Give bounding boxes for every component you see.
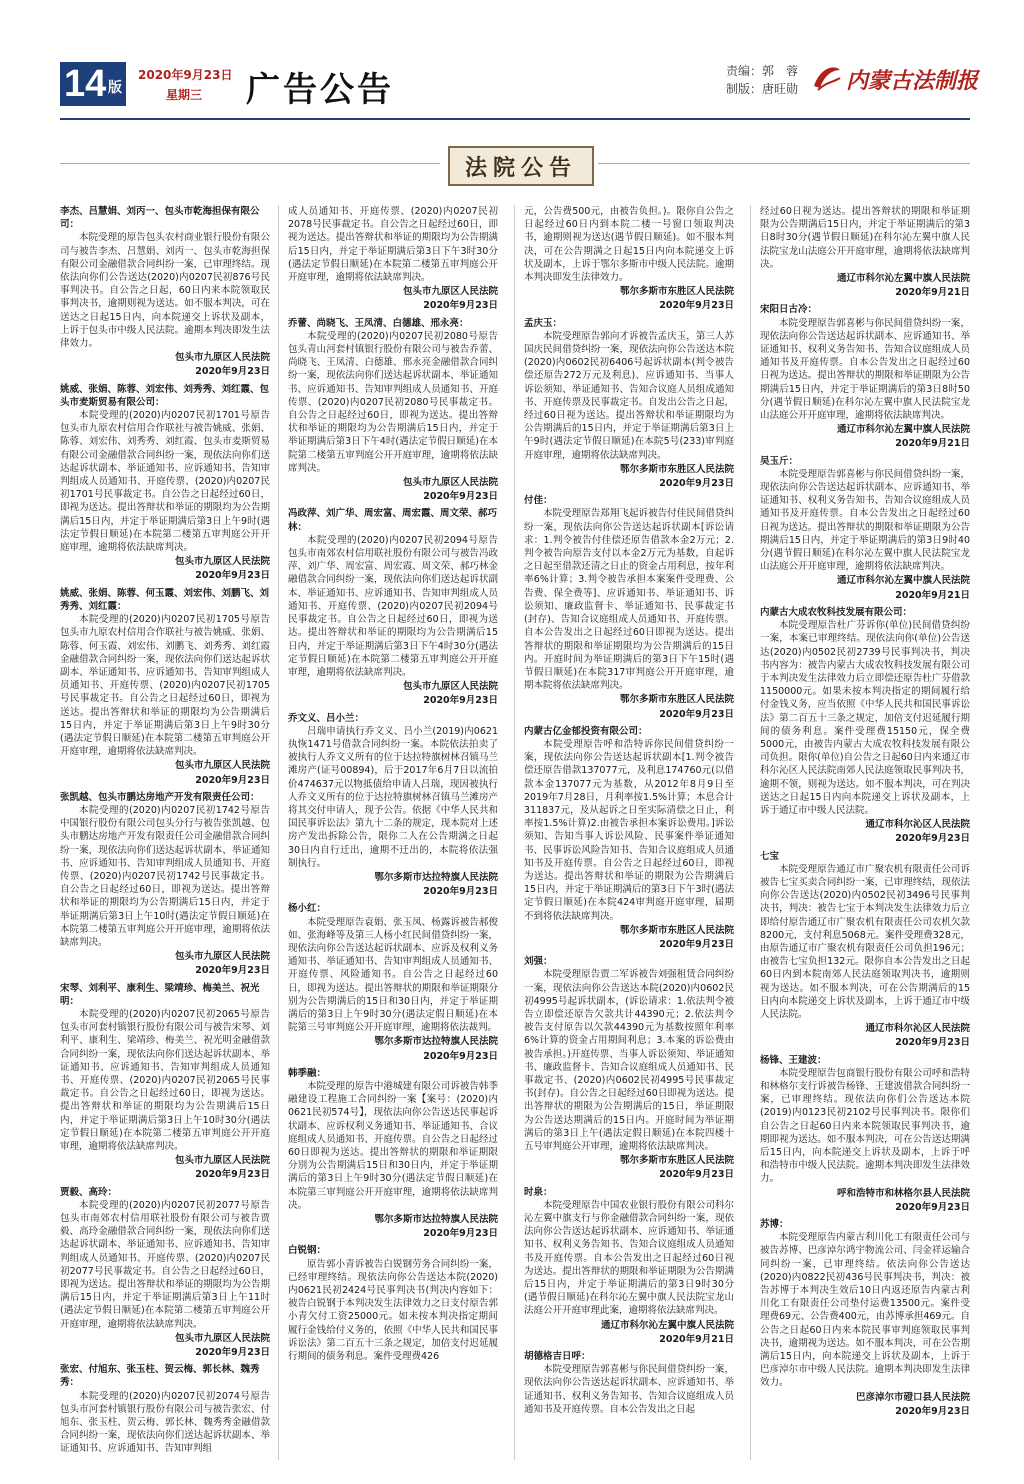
notice-body: 本院受理的(2020)内0207民初1742号原告中国银行股份有限公司包头分行与被告张凯越、包头市鹏达房地产开发有限责任公司金融借款合同纠纷一案，现依法向你们送达起诉状副本、举证通知书、应诉通知书、告知审判组成人员通知书、开庭传票、(2020)内0207民初1742号民事裁定书。自公告之日起经过60日，即视为送达。提出答辩状和举证的期限均为公告期满后15日内，并定于举证期满后第3日上午10时(遇法定节假日顺延)在本院第二楼第五审判庭公开开庭审理，逾期将依法缺席判决。 (60, 804, 270, 948)
notice-court-signature: 鄂尔多斯市达拉特旗人民法院 (374, 1214, 498, 1226)
court-notice (760, 606, 970, 846)
notice-body: 本院受理的(2020)内0207民初2065号原告包头市河套村镇银行股份有限公司与被告宋琴、刘利平、康利生、梁靖珍、梅美兰、祝光明金融借款合同纠纷一案，现依法向你们送达起诉状副本、举证通知书、应诉通知书、告知审判组成人员通知书、开庭传票、(2020)内0207民初2065号民事裁定书。自公告之日起经过60日，即视为送达。提出答辩状和举证的期限均为公告期满后15日内，并定于举证期满后第3日上午10时30分(遇法定节假日顺延)在本院第二楼第五审判庭公开开庭审理，逾期将依法缺席判决。 (60, 1008, 270, 1153)
section-title: 广告公告 (246, 70, 394, 110)
notice-court-signature: 呼和浩特市和林格尔县人民法院 (836, 1187, 970, 1199)
page-header (60, 58, 979, 110)
notice-addressee: 刘强： (524, 956, 553, 968)
notice-date: 2020年9月23日 (659, 300, 734, 312)
notice-date: 2020年9月23日 (659, 938, 734, 950)
court-notice (60, 1186, 270, 1360)
notice-body: 本院受理原告呼和浩特诉你民间借贷纠纷一案，现依法向你公告送达起诉状副本[1.判令被告偿还原告借款137077元，及利息174760元(以借款本金137077元为基数，从2012年8月9日至2019年7月28日，月利率按1.5%计算；本息合计311837元，及从起诉之日至实际清偿之日止，利率按1.5%计算)2.由被告承担本案诉讼费用。]诉讼须知、告知当事人诉讼风险、民事案件举证通知书、民事诉讼风险告知书、告知合议庭组成人员通知书及开庭传票。自公告之日起经过60日，即视为送达。提出答辩状和举证的期限为公告期满后15日内，并定于举证期满后的第3日下午3时(遇法定节假日顺延)在本院424审判庭开庭审理，届期不到将依法缺席判决。 (524, 738, 734, 922)
notice-court-signature: 包头市九原区人民法院 (402, 477, 498, 489)
logo-emblem-icon (810, 60, 844, 94)
editor-name: 责编：郭 蓉 (726, 64, 799, 78)
notice-addressee: 乔蕾、尚晓飞、王凤清、白德雄、邢永亮： (288, 317, 469, 329)
notice-court-signature: 包头市九原区人民法院 (402, 286, 498, 298)
notice-court-signature: 通辽市科尔沁区人民法院 (865, 819, 970, 831)
banner-title: 法院公告 (464, 154, 577, 181)
notice-court-signature: 包头市九原区人民法院 (174, 1332, 270, 1344)
notice-addressee: 杨锋、王建波： (760, 1054, 827, 1066)
logo-text: 内蒙古法制报 (846, 68, 979, 94)
notice-addressee: 杨小红： (288, 903, 327, 915)
notice-column-1 (60, 205, 270, 1464)
notice-date: 2020年9月23日 (423, 300, 498, 312)
notice-body: 本院受理原告郭喜彬与你民间借贷纠纷一案，现依法向你公告送达起诉状副本、应诉通知书、举证通知书、权利义务告知书、告知合议庭组成人员通知书及开庭传票。自本公告发出之日起经过60日视为送达。提出答辩状的期限和举证期限为公告期满后15日内，并定于举证期满后的第3日8时50分(遇节假日顺延)在科尔沁左翼中旗人民法院宝龙山法庭公开开庭审理，逾期将依法缺席判决。 (760, 317, 970, 422)
column-divider (514, 205, 515, 1460)
notice-body: 本院受理原告郭喜彬与你民间借贷纠纷一案，现依法向你公告送达起诉状副本、应诉通知书、举证通知书、权利义务告知书、告知合议庭组成人员通知书及开庭传票。自本公告发出之日起经过60日视为送达。提出答辩状的期限和举证期限为公告期满后15日内，并定于举证期满后的第3日9时40分(遇节假日顺延)在科尔沁左翼中旗人民法院宝龙山法庭公开开庭审理，逾期将依法缺席判决。 (760, 468, 970, 573)
notice-body: 本院受理的(2020)内0207民初1701号原告包头市九原农村信用合作联社与被告姚威、张娟、陈蓉、刘宏伟、刘秀秀、刘红霞、包头市麦斯贸易有限公司金融借款合同纠纷一案，现依法向你们送达起诉状副本、举证通知书、应诉通知书、告知审判组成人员通知书、开庭传票、(2020)内0207民初1701号民事裁定书。自公告之日起经过60日，即视为送达。提出答辩状和举证的期限均为公告期满后15日内，并定于举证期满后第3日上午9时(遇法定节假日顺延)在本院第二楼第五审判庭公开开庭审理，逾期将依法缺席判决。 (60, 410, 270, 554)
notice-date: 2020年9月21日 (895, 589, 970, 601)
court-notice (524, 317, 734, 491)
notice-date: 2020年9月23日 (195, 570, 270, 582)
notice-date: 2020年9月21日 (659, 1333, 734, 1345)
court-notice (524, 955, 734, 1181)
court-notice (524, 1186, 734, 1346)
issue-date: 2020年9月23日 (138, 68, 233, 82)
notice-body: 原告郭小青诉被告白锐钢劳务合同纠纷一案，已经审理终结。现依法向你公告送达本院(2020)内0621民初2424号民事判决书(判决内容如下：被告白锐钢于本判决发生法律效力之日支付原告郭小青欠付工资25000元。如未按本判决指定期间履行金钱给付义务的，依照《中华人民共和国民事诉讼法》第二百五十三条之规定，加倍支付迟延履行期间的债务利息。案件受理费426 (288, 1258, 498, 1363)
notice-date: 2020年9月23日 (195, 1347, 270, 1359)
notice-date: 2020年9月23日 (659, 1169, 734, 1181)
notice-court-signature: 通辽市科尔沁左翼中旗人民法院 (836, 424, 970, 436)
notice-court-signature: 包头市九原区人民法院 (402, 681, 498, 693)
notice-body: 本院受理的(2020)内0207民初1705号原告包头市九原农村信用合作联社与被告姚威、张娟、陈蓉、何玉霞、刘宏伟、刘鹏飞、刘秀秀、刘红霞金融借款合同纠纷一案，现依法向你们送达起诉状副本、举证通知书、应诉通知书、告知审判组成人员通知书、开庭传票、(2020)内0207民初1705号民事裁定书。自公告之日起经过60日，即视为送达。提出答辩状和举证的期限均为公告期满后15日内，并定于举证期满后第3日上午9时30分(遇法定节假日顺延)在本院第二楼第五审判庭公开开庭审理，逾期将依法缺席判决。 (60, 614, 270, 758)
notice-court-signature: 鄂尔多斯市达拉特旗人民法院 (374, 1036, 498, 1048)
notice-addressee: 白锐钢： (288, 1245, 327, 1257)
notice-court-signature: 鄂尔多斯市东胜区人民法院 (619, 694, 734, 706)
notice-addressee: 韩季融： (288, 1067, 327, 1079)
notice-body: 本院受理原告袁娟、张玉凤、杨露诉被告郝俊如、张海峰等及第三人杨小红民间借贷纠纷一案，现依法向你公告送达起诉状副本、应诉及权利义务通知书、举证通知书、告知审判组成人员通知书、开庭传票、风险通知书。自公告之日起经过60日，即视为送达。提出答辩状的期限和举证期限分别为公告期满后的15日和30日内，并定于举证期满后的第3日上午9时30分(遇法定假日顺延)在本院第三号审判庭公开开庭审理，逾期将依法裁判。 (288, 916, 498, 1034)
notice-court-signature: 通辽市科尔沁左翼中旗人民法院 (836, 273, 970, 285)
notice-court-signature: 鄂尔多斯市东胜区人民法院 (619, 1155, 734, 1167)
notice-column-4 (760, 205, 970, 1464)
notice-addressee: 李杰、吕慧娟、刘丙一、包头市乾海担保有限公司： (60, 206, 260, 231)
court-notice (288, 317, 498, 504)
notice-addressee: 付佳： (524, 495, 553, 507)
court-notice (60, 791, 270, 978)
notice-body: 吕瑞申请执行乔文义、吕小兰(2019)内0621执恢1471号借款合同纠纷一案。本院依法拍卖了被执行人乔文义所有的位于达拉特旗树林召镇马兰滩房产(证号00894)，后于2017年6月7日以流拍价474637元以物抵债给申请人吕瑞，现因被执行人乔文义所有的位于达拉特旗树林召镇马兰滩房产将其交付申请人，现予公告。依据《中华人民共和国民事诉讼法》第九十二条的规定，现本院对上述房产发出拆除公告，限你二人在公告期满之日起30日内自行迁出，逾期不迁出的，本院将依法强制执行。 (288, 725, 498, 869)
notice-addressee: 苏博： (760, 1219, 789, 1231)
notice-addressee: 张凯越、包头市鹏达房地产开发有限责任公司： (60, 791, 260, 803)
notice-court-signature: 包头市九原区人民法院 (174, 951, 270, 963)
court-notice (760, 850, 970, 1050)
notice-body: 本院受理的(2020)内0207民初2080号原告包头青山河套村镇银行股份有限公司与被告乔蕾、尚晓飞、王凤清、白德雄、邢永亮金融借款合同纠纷一案，现依法向你们送达起诉状副本、举证通知书、应诉通知书、告知审判组成人员通知书、开庭传票、(2020)内0207民初2080号民事裁定书。自公告之日起经过60日，即视为送达。提出答辩状和举证的期限均为公告期满后15日内，并定于举证期满后第3日下午4时(遇法定节假日顺延)在本院第二楼第五审判庭公开开庭审理，逾期将依法缺席判决。 (288, 330, 498, 474)
notice-court-signature: 鄂尔多斯市东胜区人民法院 (619, 463, 734, 475)
notice-body: 经过60日视为送达。提出答辩状的期限和举证期限为公告期满后15日内，并定于举证期满后的第3日8时30分(遇节假日顺延)在科尔沁左翼中旗人民法院宝龙山法庭公开开庭审理，逾期将依法缺席判决。 (760, 206, 970, 270)
notice-date: 2020年9月21日 (895, 438, 970, 450)
court-notice (760, 1218, 970, 1418)
notice-date: 2020年9月23日 (423, 1050, 498, 1062)
notice-court-signature: 包头市九原区人民法院 (174, 1155, 270, 1167)
notice-court-signature: 包头市九原区人民法院 (174, 352, 270, 364)
notice-body: 本院受理原告通辽市广聚农机有限责任公司诉被告七宝买卖合同纠纷一案，已审理终结，现依法向你公告送达(2020)内0502民初3496号民事判决书，判决：被告七宝于本判决发生法律效力后立即给付原告通辽市广聚农机有限责任公司农机欠款8200元，支付利息5068元。案件受理费328元，由原告通辽市广聚农机有限责任公司负担196元；由被告七宝负担132元。限你自本公告发出之日起60日内到本院南郊人民法庭领取判决书，逾期则视为送达。如不服本判决，可在公告期满后的15日内向本院递交上诉状及副本，上诉于通辽市中级人民法院。 (760, 863, 970, 1020)
header-rule (60, 118, 970, 120)
notice-date: 2020年9月23日 (195, 1169, 270, 1181)
notice-body: 元，公告费500元，由被告负担。)。限你自公告之日起经过60日内到本院二楼一号窗口领取判决书，逾期则视为送达(遇节假日顺延)。如不服本判决，可在公告期满之日起15日内向本院递交上诉状及副本，上诉于鄂尔多斯市中级人民法院。逾期本判决即发生法律效力。 (524, 206, 734, 284)
notice-addressee: 冯政萍、刘广华、周宏富、周宏霞、周文荣、郝巧林： (288, 508, 498, 533)
notice-court-signature: 通辽市科尔沁区人民法院 (865, 1023, 970, 1035)
notice-court-signature: 鄂尔多斯市达拉特旗人民法院 (374, 871, 498, 883)
notice-body: 成人员通知书、开庭传票、(2020)内0207民初2078号民事裁定书。自公告之日起经过60日，即视为送达。提出答辩状和举证的期限均为公告期满后15日内，并定于举证期满后第3日下午3时30分(遇法定节假日顺延)在本院第二楼第五审判庭公开开庭审理，逾期将依法缺席判决。 (288, 206, 498, 284)
issue-weekday: 星期三 (166, 88, 203, 102)
court-notice (524, 494, 734, 720)
notice-addressee: 七宝 (760, 850, 780, 862)
notice-date: 2020年9月23日 (195, 965, 270, 977)
notice-addressee: 乔文义、吕小兰： (288, 712, 365, 724)
court-notice (760, 455, 970, 602)
notice-column-2 (288, 205, 498, 1464)
notice-date: 2020年9月23日 (423, 1228, 498, 1240)
notice-addressee: 宋琴、刘利平、康利生、梁靖珍、梅美兰、祝光明： (60, 982, 260, 1007)
banner-line-right (598, 163, 970, 164)
court-notice (288, 205, 498, 313)
notice-date: 2020年9月23日 (659, 708, 734, 720)
notice-body: 本院受理原告杜广芬诉你(单位)民间借贷纠纷一案，本案已审理终结。现依法向你(单位)公告送达(2020)内0502民初2739号民事判决书，判决书内容为：被告内蒙古大成农牧科技发展有限公司于本判决发生法律效力后立即偿还原告杜广芬借款1150000元。如果未按本判决指定的期间履行给付金钱义务，应当依照《中华人民共和国民事诉讼法》第二百五十三条之规定，加倍支付迟延履行期间的债务利息。案件受理费15150元，保全费5000元，由被告内蒙古大成农牧科技发展有限公司负担。限你(单位)自公告之日起60日内来通辽市科尔沁区人民法院南郊人民法庭领取民事判决书，逾期不领，则视为送达。如不服本判决，可在判决送达之日起15日内向本院递交上诉状及副本，上诉于通辽市中级人民法院。 (760, 620, 970, 816)
notice-addressee: 孟庆玉： (524, 317, 563, 329)
notice-date: 2020年9月23日 (895, 1201, 970, 1213)
notice-body: 本院受理原告郑翔飞起诉被告付佳民间借贷纠纷一案，现依法向你公告送达起诉状副本[诉讼请求：1.判令被告付佳偿还原告借款本金2万元；2.判令被告向原告支付以本金2万元为基数，自起诉之日起至借款还清之日止的资金占用利息，按年利率6%计算；3.判令被告承担本案案件受理费、公告费、保全费等]、应诉通知书、举证通知书、诉讼须知、廉政监督卡、举证通知书、民事裁定书(封存)、告知合议庭组成人员通知书、开庭传票。自本公告发出之日起经过60日即视为送达。提出答辩状的期限和举证期限均为公告期满后的15日内。开庭时间为举证期满后的第3日下午15时(遇节假日顺延)在本院317审判庭公开开庭审理，逾期本院将依法缺席判决。 (524, 508, 734, 692)
page-number-box (60, 62, 126, 106)
notice-date: 2020年9月23日 (895, 1405, 970, 1417)
court-notice-banner (448, 146, 594, 186)
court-notice (524, 725, 734, 951)
notice-column-3 (524, 205, 734, 1464)
notice-date: 2020年9月23日 (895, 833, 970, 845)
notice-addressee: 内蒙古大成农牧科技发展有限公司： (760, 606, 913, 618)
notice-addressee: 内蒙古亿金郁投资有限公司： (524, 725, 648, 737)
court-notice (60, 982, 270, 1182)
notice-date: 2020年9月23日 (195, 774, 270, 786)
notice-body: 本院受理原告贾二军诉被告刘强租赁合同纠纷一案，现依法向你公告送达本院(2020)内0602民初4995号起诉状副本，(诉讼请求：1.依法判令被告立即偿还原告欠款共计44390元；2.依法判令被告支付原告以欠款44390元为基数按照年利率6%计算的资金占用期间利息；3.本案的诉讼费由被告承担。)开庭传票、当事人诉讼须知、举证通知书、廉政监督卡、告知合议庭组成人员通知书、民事裁定书、(2020)内0602民初4995号民事裁定书(封存)。自公告之日起经过60日即视为送达。提出答辩状的期限为公告期满后的15日，举证期限为公告送达期满后的15日内。开庭时间为举证期满后的第3日上午(遇法定假日顺延)在本院四楼十五号审判庭公开审理，逾期将依法缺席判决。 (524, 969, 734, 1153)
notice-addressee: 宋阳日古冷： (760, 304, 818, 316)
notice-date: 2020年9月23日 (423, 491, 498, 503)
notice-body: 本院受理的(2020)内0207民初2074号原告包头市河套村镇银行股份有限公司与被告张宏、付旭东、张玉柱、贺云梅、郭长林、魏秀秀金融借款合同纠纷一案，现依法向你们送达起诉状副本、举证通知书、应诉通知书、告知审判组 (60, 1390, 270, 1455)
column-divider (278, 205, 279, 1460)
court-notice (760, 205, 970, 299)
banner-line-left (60, 163, 440, 164)
court-notice (288, 1244, 498, 1363)
notice-court-signature: 通辽市科尔沁左翼中旗人民法院 (600, 1319, 734, 1331)
court-notice (760, 303, 970, 450)
notice-date: 2020年9月23日 (423, 886, 498, 898)
notice-date: 2020年9月23日 (659, 478, 734, 490)
notice-body: 本院受理原告中国农业银行股份有限公司科尔沁左翼中旗支行与你金融借款合同纠纷一案，现依法向你公告送达起诉状副本、应诉通知书、举证通知书、权利义务告知书、告知合议庭组成人员通知书及开庭传票。自本公告发出之日起经过60日视为送达。提出答辩状的期限和举证期限为公告期满后15日内，并定于举证期满后的第3日9时30分(遇节假日顺延)在科尔沁左翼中旗人民法院宝龙山法庭公开开庭审理此案，逾期将依法缺席判决。 (524, 1199, 734, 1317)
notice-court-signature: 包头市九原区人民法院 (174, 760, 270, 772)
notice-body: 本院受理原告包商银行股份有限公司呼和浩特和林格尔支行诉被告杨锋、王建波借款合同纠纷一案，已审理终结。现依法向你们公告送达本院(2019)内0123民初2102号民事判决书。限你们自公告之日起60日内来本院领取民事判决书，逾期即视为送达。如不服本判决，可在公告送达期满后15日内，向本院递交上诉状及副本，上诉于呼和浩特市中级人民法院。逾期本判决即发生法律效力。 (760, 1067, 970, 1185)
notice-addressee: 吴玉斤： (760, 455, 799, 467)
notice-date: 2020年9月23日 (423, 695, 498, 707)
court-notice (288, 902, 498, 1062)
notice-date: 2020年9月23日 (195, 366, 270, 378)
notice-addressee: 贾毅、高玲： (60, 1186, 118, 1198)
court-notice (288, 712, 498, 899)
notice-body: 本院受理的(2020)内0207民初2077号原告包头市南郊农村信用联社股份有限公司与被告贾毅、高玲金融借款合同纠纷一案，现依法向你们送达起诉状副本、举证通知书、应诉通知书、告知审判组成人员通知书、开庭传票、(2020)内0207民初2077号民事裁定书。自公告之日起经过60日，即视为送达。提出答辩状和举证的期限均为公告期满后15日内，并定于举证期满后第3日上午11时(遇法定节假日顺延)在本院第二楼第五审判庭公开开庭审理，逾期将依法缺席判决。 (60, 1199, 270, 1330)
court-notice (760, 1054, 970, 1214)
notice-court-signature: 通辽市科尔沁左翼中旗人民法院 (836, 575, 970, 587)
court-notice (288, 1067, 498, 1241)
notice-body: 本院受理的原告包头农村商业银行股份有限公司与被告李杰、吕慧娟、刘丙一、包头市乾海担保有限公司金融借款合同纠纷一案，已审理终结。现依法向你们公告送达(2020)内0207民初876号民事判决书。自公告之日起，60日内来本院领取民事判决书，逾期则视为送达。如不服本判决，可在送达之日起15日内，向本院递交上诉状及副本，上诉于包头市中级人民法院。逾期本判决即发生法律效力。 (60, 232, 270, 350)
notice-body: 本院受理原告郭喜彬与你民间借贷纠纷一案，现依法向你公告送达起诉状副本、应诉通知书、举证通知书、权利义务告知书、告知合议庭组成人员通知书及开庭传票。自本公告发出之日起 (524, 1364, 734, 1415)
court-notice (524, 1350, 734, 1416)
notice-body: 本院受理原告内蒙古利川化工有限责任公司与被告苏博、巴彦淖尔鸿宇物流公司、闫金祥运输合同纠纷一案，已审理终结。依法向你公告送达(2020)内0822民初436号民事判决书，判决：被告苏博于本判决生效后10日内返还原告内蒙古利川化工有限责任公司垫付运费13500元。案件受理费69元、公告费400元，由苏博承担469元。自公告之日起60日内来本院民事审判庭领取民事判决书，逾期视为送达。如不服本判决，可在公告期满后15日内，向本院递交上诉状及副本，上诉于巴彦淖尔市中级人民法院。逾期本判决即发生法律效力。 (760, 1232, 970, 1389)
court-notice (60, 383, 270, 583)
notice-addressee: 张宏、付旭东、张玉柱、贺云梅、郭长林、魏秀秀： (60, 1364, 260, 1389)
court-notice (60, 587, 270, 787)
notice-addressee: 时泉： (524, 1186, 553, 1198)
notice-court-signature: 包头市九原区人民法院 (174, 556, 270, 568)
column-divider (750, 205, 751, 1460)
notice-body: 本院受理原告郭向才诉被告孟庆玉，第三人苏国庆民间借贷纠纷一案，现依法向你公告送达本院(2020)内0602民初6406号起诉状副本(判令被告偿还原告272万元及利息)、应诉通知书、当事人诉讼须知、举证通知书、告知合议庭人员组成通知书、开庭传票及民事裁定书。自发出公告之日起，经过60日视为送达。提出答辩状和举证期限均为公告期满后的15日内，并定于举证期满后第3日上午9时(遇法定节假日顺延)在本院5号(233)审判庭开庭审理，逾期将依法缺席判决。 (524, 330, 734, 461)
notice-court-signature: 巴彦淖尔市磴口县人民法院 (855, 1391, 970, 1403)
notice-date: 2020年9月21日 (895, 287, 970, 299)
notice-body: 本院受理的原告中港城建有限公司诉被告韩季融建设工程施工合同纠纷一案【案号：(2020)内0621民初574号】，现依法向你公告送达民事起诉状副本、应诉权利义务通知书、举证通知书、合议庭组成人员通知书、开庭传票。自公告之日起经过60日即视为送达。提出答辩状的期限和举证期限分别为公告期满后15日和30日内，并定于举证期满后的第3日上午9时30分(遇法定节假日顺延)在本院第三审判庭公开开庭审理，逾期将依法缺席判决。 (288, 1081, 498, 1211)
notice-addressee: 姚威、张娟、陈蓉、刘宏伟、刘秀秀、刘红霞、包头市麦斯贸易有限公司： (60, 383, 270, 408)
court-notice (288, 507, 498, 707)
notice-addressee: 胡德格吉日呼： (524, 1351, 591, 1363)
notice-addressee: 姚威、张娟、陈蓉、何玉霞、刘宏伟、刘鹏飞、刘秀秀、刘红霞： (60, 587, 270, 612)
notice-body: 本院受理的(2020)内0207民初2094号原告包头市南郊农村信用联社股份有限公司与被告冯政萍、刘广华、周宏富、周宏霞、周文荣、郝巧林金融借款合同纠纷一案，现依法向你们送达起诉状副本、举证通知书、应诉通知书、告知审判组成人员通知书、开庭传票、(2020)内0207民初2094号民事裁定书。自公告之日起经过60日，即视为送达。提出答辩状和举证的期限均为公告期满后15日内，并定于举证期满后第3日下午4时30分(遇法定节假日顺延)在本院第二楼第五审判庭公开开庭审理，逾期将依法缺席判决。 (288, 534, 498, 678)
producer-name: 制版：唐旺勋 (726, 82, 799, 96)
court-notice (524, 205, 734, 313)
notice-date: 2020年9月23日 (895, 1037, 970, 1049)
editor-credits (726, 62, 798, 98)
page-ban-label: 版 (108, 79, 122, 95)
notice-court-signature: 鄂尔多斯市东胜区人民法院 (619, 286, 734, 298)
notice-court-signature: 鄂尔多斯市东胜区人民法院 (619, 924, 734, 936)
court-notice (60, 1363, 270, 1455)
newspaper-logo (812, 60, 979, 96)
page-number: 14 (64, 63, 107, 105)
court-notice (60, 205, 270, 379)
